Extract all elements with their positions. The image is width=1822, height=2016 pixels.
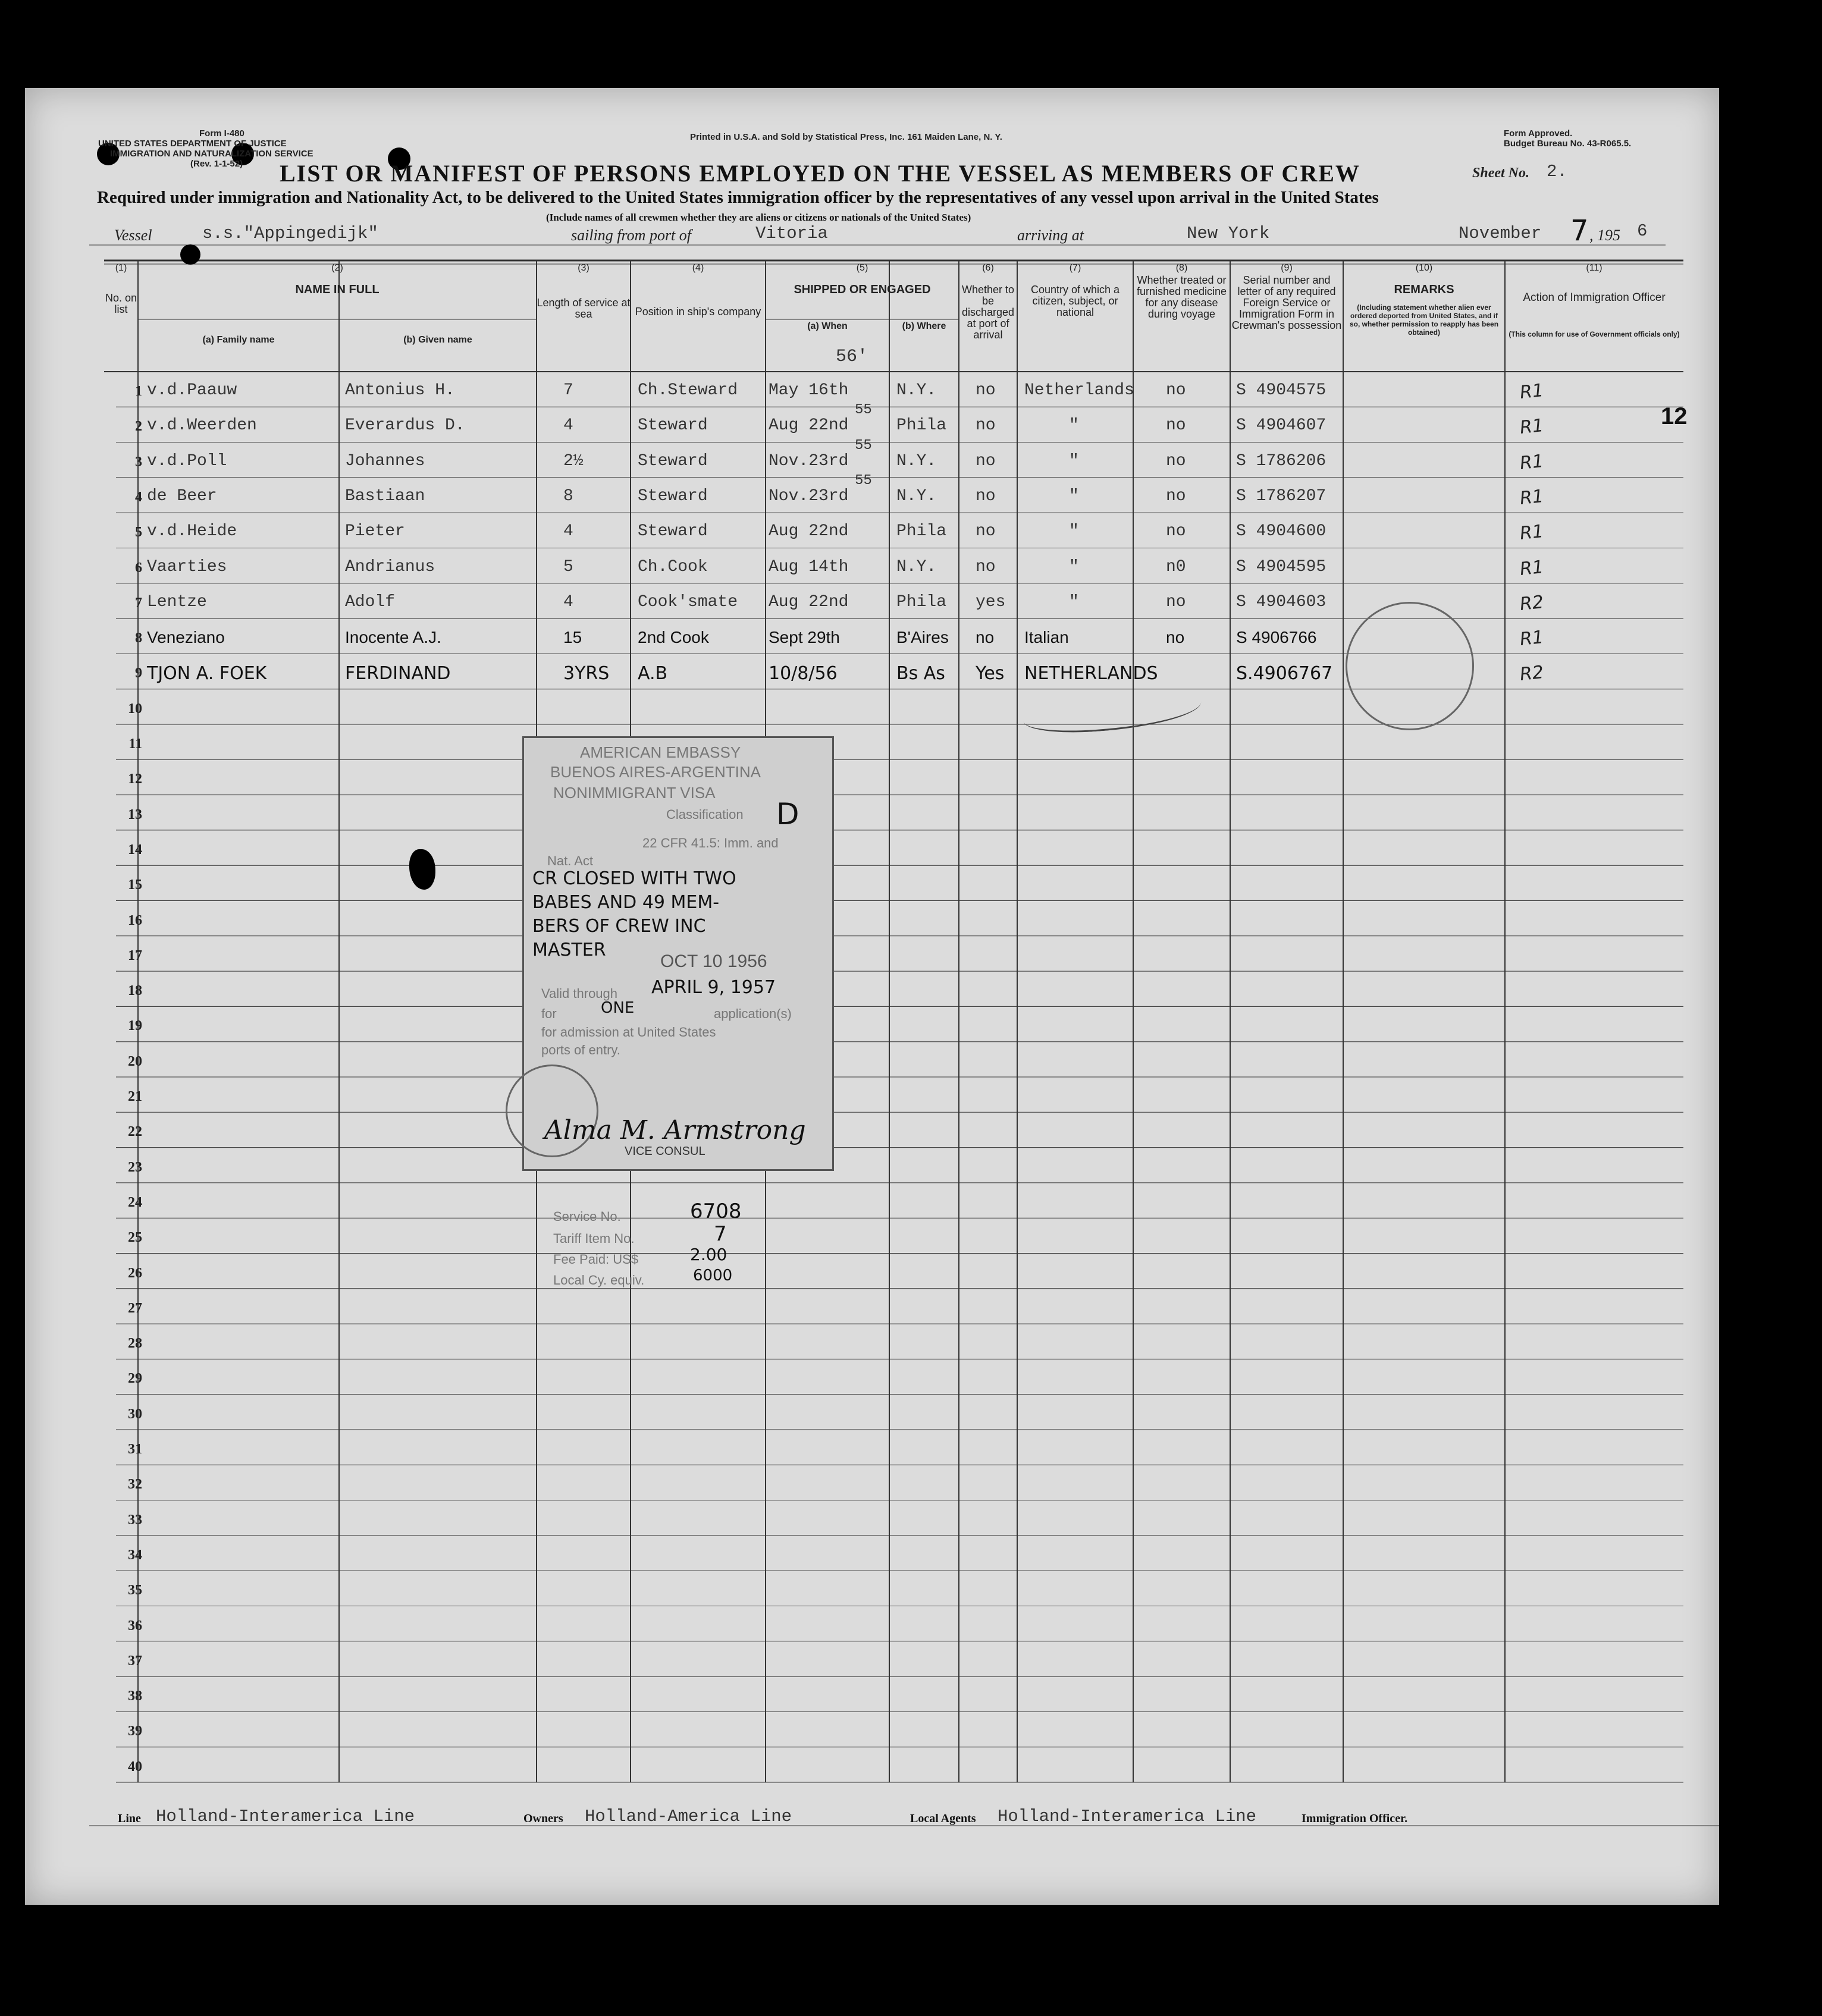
cell-where: B'Aires: [896, 628, 949, 647]
row-number: 35: [128, 1582, 142, 1599]
page-title: LIST OR MANIFEST OF PERSONS EMPLOYED ON THE VESSEL AS MEMBERS OF CREW: [280, 160, 1360, 187]
agents-name: Holland-Interamerica Line: [998, 1807, 1257, 1826]
stamp-act: Nat. Act: [547, 853, 594, 868]
year-mark: 55: [855, 402, 872, 419]
cell-when: 10/8/56: [769, 663, 838, 684]
col-number-2: (2): [331, 263, 343, 273]
fee-local-equiv: 6000: [693, 1267, 733, 1285]
stamp-for-label: for: [541, 1006, 557, 1021]
row-number: 21: [128, 1089, 142, 1104]
year-prefix: , 195: [1589, 227, 1620, 244]
officer-label: Immigration Officer.: [1302, 1812, 1408, 1825]
cell-serial: S 4904575: [1236, 381, 1326, 400]
cell-action: R1: [1519, 380, 1545, 403]
arriving-label: arriving at: [1017, 227, 1084, 244]
year-mark: 55: [855, 472, 872, 489]
cell-position: 2nd Cook: [638, 628, 709, 647]
row-number: 15: [128, 877, 142, 893]
row-number: 13: [128, 806, 142, 822]
cell-country: ": [1069, 522, 1079, 541]
cell-service: 2½: [563, 451, 584, 470]
approval-block: [1504, 128, 1631, 149]
cell-given: Pieter: [345, 522, 405, 541]
col-number-3: (3): [578, 263, 589, 273]
cell-serial: S 1786207: [1236, 486, 1326, 505]
cell-family: de Beer: [147, 486, 217, 505]
row-number: 3: [135, 454, 142, 470]
row-number: 39: [128, 1723, 142, 1739]
stamp-classification: Classification: [666, 807, 744, 822]
stamp-visa-type: NONIMMIGRANT VISA: [553, 784, 716, 802]
cell-service: 15: [563, 628, 582, 647]
cell-treated: no: [1166, 416, 1186, 435]
cell-family: v.d.Heide: [147, 522, 237, 541]
cell-when: Nov.23rd: [769, 451, 849, 470]
sheet-number: 2.: [1547, 162, 1567, 181]
row-number: 30: [128, 1406, 142, 1422]
cell-position: Steward: [638, 486, 708, 505]
cell-position: Cook'smate: [638, 592, 738, 611]
cell-serial: S 4906766: [1236, 628, 1317, 647]
cell-family: Veneziano: [147, 628, 225, 647]
punch-hole: [180, 244, 200, 265]
cell-family: TJON A. FOEK: [147, 663, 267, 684]
cell-action: R2: [1519, 662, 1545, 686]
page-subtitle: Required under immigration and Nationality Act, to be delivered to the United States immigration officer by the representatives of any vessel upon arrival in the United States: [97, 188, 1379, 207]
stamp-valid-label: Valid through: [541, 986, 618, 1001]
cell-where: N.Y.: [896, 486, 937, 505]
fee-paid-label: Fee Paid: US$: [553, 1252, 639, 1267]
row-number: 11: [128, 736, 142, 752]
cell-when: Aug 14th: [769, 557, 849, 576]
cell-discharge: no: [976, 451, 996, 470]
row-number: 18: [128, 983, 142, 999]
stamp-valid-date: APRIL 9, 1957: [651, 977, 776, 998]
cell-treated: n0: [1166, 557, 1186, 576]
cell-treated: no: [1166, 451, 1186, 470]
cell-treated: no: [1166, 381, 1186, 400]
cell-treated: no: [1166, 592, 1186, 611]
shipped-year-mark: 56': [836, 347, 868, 367]
stamp-note-3: BERS OF CREW INC: [532, 916, 706, 937]
vice-consul-label: VICE CONSUL: [625, 1145, 705, 1158]
stamp-cfr: 22 CFR 41.5: Imm. and: [642, 836, 779, 850]
cell-service: 7: [563, 381, 573, 400]
cell-family: v.d.Poll: [147, 451, 227, 470]
row-number: 33: [128, 1512, 142, 1528]
cell-given: Antonius H.: [345, 381, 455, 400]
cell-where: Phila: [896, 416, 947, 435]
col-number-11: (11): [1586, 263, 1603, 273]
cell-serial: S.4906767: [1236, 663, 1333, 684]
vessel-name: s.s."Appingedijk": [202, 224, 378, 243]
owners-name: Holland-America Line: [585, 1807, 792, 1826]
sailing-port: Vitoria: [755, 224, 828, 243]
cell-serial: S 4904595: [1236, 557, 1326, 576]
year-mark: 55: [855, 437, 872, 454]
cell-position: A.B: [638, 663, 668, 684]
cell-serial: S 1786206: [1236, 451, 1326, 470]
line-label: Line: [118, 1812, 141, 1825]
cell-where: N.Y.: [896, 557, 937, 576]
cell-country: ": [1069, 557, 1079, 576]
stamp-issued-date: OCT 10 1956: [660, 952, 767, 971]
cell-when: Aug 22nd: [769, 416, 849, 435]
cell-service: 4: [563, 592, 573, 611]
cell-where: Phila: [896, 522, 947, 541]
cell-serial: S 4904607: [1236, 416, 1326, 435]
cell-service: 3YRS: [563, 663, 610, 684]
col-number-1: (1): [115, 263, 127, 273]
arrival-day: 7: [1570, 214, 1589, 247]
cell-service: 4: [563, 522, 573, 541]
cell-position: Steward: [638, 522, 708, 541]
stamp-ports: ports of entry.: [541, 1042, 620, 1057]
row-number: 7: [135, 595, 142, 611]
row-number: 2: [135, 419, 142, 435]
stamp-applications: ONE: [601, 999, 635, 1017]
cell-discharge: yes: [976, 592, 1006, 611]
row-number: 6: [135, 560, 142, 576]
cell-country: Netherlands: [1024, 381, 1134, 400]
cell-serial: S 4904603: [1236, 592, 1326, 611]
cell-given: FERDINAND: [345, 663, 451, 684]
revision: (Rev. 1-1-52): [190, 159, 243, 169]
cell-service: 8: [563, 486, 573, 505]
cell-country: NETHERLANDS: [1024, 663, 1158, 684]
fee-service-no: 6708: [690, 1199, 742, 1223]
stamp-embassy: AMERICAN EMBASSY: [580, 743, 741, 761]
budget-bureau: Budget Bureau No. 43-R065.5.: [1504, 139, 1632, 149]
fee-local-label: Local Cy. equiv.: [553, 1273, 645, 1288]
col-number-4: (4): [692, 263, 704, 273]
stamp-note-4: MASTER: [532, 940, 606, 960]
cell-action: R1: [1519, 415, 1545, 439]
col-number-7: (7): [1069, 263, 1081, 273]
cell-country: ": [1069, 486, 1079, 505]
row-number: 17: [128, 947, 142, 963]
row-number: 36: [128, 1618, 142, 1634]
row-number: 10: [128, 701, 142, 717]
cell-when: Aug 22nd: [769, 592, 849, 611]
cell-position: Ch.Steward: [638, 381, 738, 400]
col-head-remarks: REMARKS: [1394, 283, 1454, 296]
col-head-shipped: SHIPPED OR ENGAGED: [794, 283, 931, 296]
row-number: 31: [128, 1442, 142, 1457]
col-number-6: (6): [982, 263, 994, 273]
fee-tariff-label: Tariff Item No.: [553, 1231, 635, 1246]
vessel-label: Vessel: [114, 227, 152, 244]
stamp-note-1: CR CLOSED WITH TWO: [532, 868, 736, 889]
col-head-treated: Whether treated or furnished medicine for any disease during voyage: [1136, 274, 1227, 320]
page-mark: 12: [1661, 403, 1688, 429]
cell-service: 4: [563, 416, 573, 435]
cell-country: Italian: [1024, 628, 1069, 647]
col-head-position: Position in ship's company: [635, 306, 761, 318]
cell-treated: no: [1166, 628, 1185, 647]
manifest-sheet: [25, 88, 1719, 1905]
consul-signature: Alma M. Armstrong: [544, 1115, 806, 1145]
col-head-where: (b) Where: [902, 321, 946, 331]
line-name: Holland-Interamerica Line: [156, 1807, 415, 1826]
col-head-given: (b) Given name: [403, 335, 472, 345]
row-number: 5: [135, 525, 142, 541]
cell-where: Phila: [896, 592, 947, 611]
cell-country: ": [1069, 416, 1079, 435]
owners-label: Owners: [523, 1812, 563, 1825]
row-number: 12: [128, 771, 142, 787]
stamp-class-mark: D: [776, 797, 799, 831]
col-head-family: (a) Family name: [202, 335, 275, 345]
fee-paid: 2.00: [690, 1245, 727, 1264]
cell-discharge: no: [976, 416, 996, 435]
cell-action: R1: [1519, 485, 1545, 509]
row-number: 38: [128, 1688, 142, 1704]
cell-given: Andrianus: [345, 557, 435, 576]
cell-given: Bastiaan: [345, 486, 425, 505]
department: UNITED STATES DEPARTMENT OF JUSTICE: [98, 139, 287, 149]
row-number: 4: [135, 489, 142, 505]
cell-discharge: no: [976, 522, 996, 541]
row-number: 29: [128, 1371, 142, 1387]
cell-position: Steward: [638, 416, 708, 435]
arriving-port: New York: [1187, 224, 1270, 243]
row-number: 27: [128, 1300, 142, 1316]
row-number: 40: [128, 1758, 142, 1775]
cell-country: ": [1069, 451, 1079, 470]
row-number: 26: [128, 1265, 142, 1281]
row-number: 34: [128, 1547, 142, 1563]
cell-discharge: no: [976, 557, 996, 576]
cell-serial: S 4904600: [1236, 522, 1326, 541]
cell-discharge: no: [976, 381, 996, 400]
arrival-month: November: [1459, 224, 1542, 243]
stamp-note-2: BABES AND 49 MEM-: [532, 892, 720, 913]
cell-given: Adolf: [345, 592, 396, 611]
col-number-5: (5): [856, 263, 868, 273]
row-number: 25: [128, 1230, 142, 1246]
cell-action: R1: [1519, 521, 1545, 545]
cell-family: Vaarties: [147, 557, 227, 576]
cell-when: Sept 29th: [769, 628, 840, 647]
printer-line: Printed in U.S.A. and Sold by Statistical Press, Inc. 161 Maiden Lane, N. Y.: [690, 132, 1002, 142]
cell-discharge: no: [976, 628, 995, 647]
cell-when: Aug 22nd: [769, 522, 849, 541]
cell-given: Inocente A.J.: [345, 628, 441, 647]
embassy-seal-right: [1346, 602, 1474, 730]
col-head-no: No. on list: [105, 292, 137, 315]
row-number: 19: [128, 1018, 142, 1034]
year-digit: 6: [1637, 221, 1648, 241]
stamp-admission: for admission at United States: [541, 1025, 716, 1040]
cell-action: R1: [1519, 627, 1545, 651]
col-head-name: NAME IN FULL: [295, 283, 380, 296]
cell-treated: no: [1166, 522, 1186, 541]
cell-service: 5: [563, 557, 573, 576]
col-head-when: (a) When: [807, 321, 848, 331]
stamp-applications-label: application(s): [714, 1006, 792, 1021]
row-number: 28: [128, 1336, 142, 1352]
stamp-city: BUENOS AIRES-ARGENTINA: [550, 763, 761, 781]
cell-family: Lentze: [147, 592, 207, 611]
row-number: 20: [128, 1053, 142, 1069]
col-head-action-note: (This column for use of Government officials only): [1509, 330, 1680, 338]
col-head-remarks-note: (Including statement whether alien ever ordered deported from United States, and if so, whether permission to reapply has been obtained): [1349, 303, 1499, 337]
cell-given: Johannes: [345, 451, 425, 470]
fee-tariff-item: 7: [714, 1222, 727, 1246]
sheet-label: Sheet No.: [1472, 165, 1529, 181]
row-number: 8: [135, 630, 142, 646]
fee-stamp: [550, 1199, 800, 1293]
row-number: 9: [135, 665, 142, 682]
cell-position: Steward: [638, 451, 708, 470]
col-number-8: (8): [1175, 263, 1188, 273]
fee-service-label: Service No.: [553, 1209, 621, 1224]
col-number-10: (10): [1415, 263, 1433, 273]
cell-family: v.d.Weerden: [147, 416, 257, 435]
cell-discharge: Yes: [976, 663, 1005, 684]
col-head-discharge: Whether to be discharged at port of arrival: [961, 284, 1015, 341]
row-number: 1: [135, 384, 142, 399]
row-number: 23: [128, 1159, 142, 1175]
col-number-9: (9): [1281, 263, 1293, 273]
cell-treated: no: [1166, 486, 1186, 505]
form-number: Form I-480: [199, 128, 244, 139]
cell-discharge: no: [976, 486, 996, 505]
cell-where: Bs As: [896, 663, 945, 684]
agents-label: Local Agents: [910, 1812, 976, 1825]
cell-action: R1: [1519, 450, 1545, 474]
row-number: 32: [128, 1477, 142, 1493]
cell-when: May 16th: [769, 381, 849, 400]
col-head-country: Country of which a citizen, subject, or national: [1030, 284, 1120, 318]
ruling-lines: [25, 88, 1719, 1905]
col-head-service: Length of service at sea: [537, 297, 631, 320]
cell-action: R2: [1519, 591, 1545, 615]
cell-country: ": [1069, 592, 1079, 611]
cell-family: v.d.Paauw: [147, 381, 237, 400]
cell-when: Nov.23rd: [769, 486, 849, 505]
cell-action: R1: [1519, 556, 1545, 580]
row-number: 14: [128, 841, 142, 858]
cell-position: Ch.Cook: [638, 557, 708, 576]
sailing-label: sailing from port of: [571, 227, 692, 244]
row-number: 22: [128, 1124, 142, 1140]
form-approved: Form Approved.: [1504, 128, 1573, 139]
row-number: 37: [128, 1653, 142, 1669]
cell-where: N.Y.: [896, 451, 937, 470]
row-number: 24: [128, 1194, 142, 1210]
col-head-action: Action of Immigration Officer: [1523, 291, 1666, 304]
row-number: 16: [128, 912, 142, 928]
include-note: (Include names of all crewmen whether they are aliens or citizens or nationals of the United States): [546, 212, 971, 223]
service: IMMIGRATION AND NATURALIZATION SERVICE: [110, 149, 313, 159]
col-head-serial: Serial number and letter of any required Foreign Service or Immigration Form in Crewman's possession: [1231, 274, 1342, 331]
cell-where: N.Y.: [896, 381, 937, 400]
cell-given: Everardus D.: [345, 416, 465, 435]
